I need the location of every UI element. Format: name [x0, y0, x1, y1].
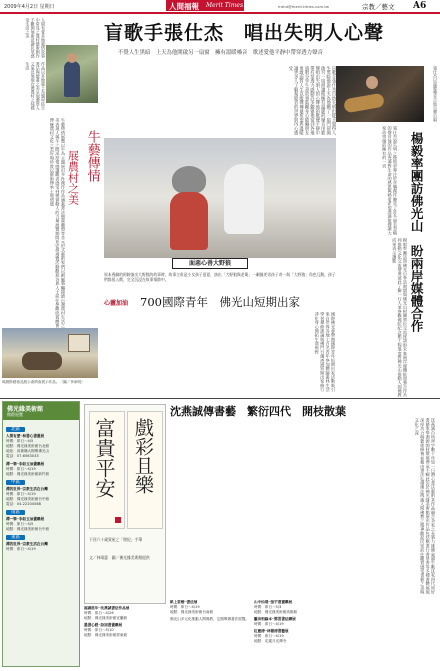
listing-line: 地點：佛光緣美術館台中館 — [6, 527, 50, 531]
region-tag-south: 南區 — [6, 510, 25, 515]
left-intro-text: 人間有愛本地風情故事中常見之農村藝術創作不斷開展新意讓民眾感受生活之美 — [25, 18, 46, 58]
boy-figure — [170, 192, 208, 250]
right-headline: 楊毅率團訪佛光山 盼兩岸媒體合作 — [409, 132, 425, 332]
center-caption-text: 原本喪劇的阿婉演出大野狼的故事時，故事主角是小女孩子夏夏，演出「大野狼與老婆」一劇描述男孩子奇一與「大野狼」角色互動，孩子們都很入戲，完全沉浸在故事情節中。 — [104, 272, 336, 282]
frame-art — [68, 334, 90, 352]
left-headline-b: 展農村之美 — [66, 150, 80, 205]
right-photo-caption: 張仕杰以溫暖嗓音吉他自彈自唱 — [433, 66, 438, 122]
listing-line: 禪的世界─宗教生活在台灣 — [6, 487, 48, 491]
mid-listing — [84, 606, 166, 668]
calligraphy-caption: 下回六十歲賀屋之「閒紀」手筆 — [89, 537, 143, 542]
main-story-text-1: 盲歌手張仕杰自幼失明但從不覺得人生黑暗他說上天為他關了一扇門卻開啟另一扇窗讓他擁有溫暖的嗓音用歌聲唱出失明人的心聲他的歌聲平靜中帶有穿透力感動許多聽眾他常到各地演唱分享生命故事鼓勵身心障礙朋友勇敢面對人生以歌聲傳遞希望與溫暖讓更多人了解視障者的世界與內心感受 — [287, 66, 336, 135]
listing-line: 時間：即日～4/26 — [84, 611, 114, 615]
cow-sculpture — [22, 352, 62, 370]
brand-cn: 人間福報 — [169, 2, 199, 11]
left-col-text-1: 作品以本地風土為題材結合書法與繪畫之美呈現濃厚人文氣息展現台灣農村之純樸生活 — [25, 62, 46, 110]
youth-kicker: 心靈加油 — [104, 300, 129, 307]
mid-listing-2 — [170, 600, 250, 668]
section-name: 宗教／藝文 — [362, 3, 395, 11]
main-headline: 盲歌手張仕杰 唱出失明人心聲 — [104, 22, 385, 44]
listing-line: 地點：佛光緣美術館宜蘭館 — [84, 616, 128, 620]
listing-line: 山中仙境─張宇書畫聯展 — [254, 600, 293, 604]
right-story-text: 楊毅率團訪問佛光山參訪期間與佛光山相關單位交流座談盼未來兩岸媒體能加強合作共同推動文化交流增進彼此了解一行人並參觀佛陀紀念館工程進度對佛光山推動人間佛教成果表示讚歎 — [392, 238, 408, 398]
person-head — [67, 53, 77, 63]
guitar — [343, 93, 385, 114]
listing-line: 地點：佛光緣美術館新竹館 — [6, 472, 50, 476]
listing-line: 紙上雲煙─書法展 — [170, 600, 198, 604]
right-listing — [254, 600, 436, 668]
singer-photo — [336, 66, 424, 122]
youth-text: 國際佛光會舉辦國際青年短期出家活動吸引來自世界各地七百名青年參加體驗叢林生活學習禪修課誦與佛門行儀透過短期出家修行淨化身心開拓生命視野 — [314, 312, 336, 392]
listing-line: 電話：07-6563033 — [6, 454, 39, 458]
listing-line: 觀音相緣本─鄧雲書法聯展 — [254, 617, 296, 621]
calligraphy-chars-2: 戲彩且樂 — [132, 418, 154, 494]
girl-figure — [224, 164, 264, 234]
events-banner — [3, 402, 79, 420]
brand-block — [166, 0, 244, 11]
listing-line: 佛光山多元化推動人間佛教，定期舉辦書法展覽。 — [170, 617, 250, 621]
left-top-photo — [46, 45, 98, 103]
left-story-text: 牛藝傳情展覽以牛為主題展出多件創作作品涵蓋書法繪畫雕塑等多元形式藝術家們以細膩筆觸描繪台灣農村生活之美表現人與牛之間深厚情感讓觀者感受到樸實動人的力量展覽期間並安排導覽活動歡迎各界人士前往參觀欣賞體會傳統農村文化之美好與珍貴以藝術傳承土地情感 — [49, 118, 66, 328]
listing-line: 電話：04-22204588 — [6, 502, 41, 506]
left-bottom-caption: 瑪納斯藝術品展示會將會展示作品。（圖／李承明） — [2, 380, 85, 384]
listing-line: 地點：佛光緣美術館台中館 — [6, 497, 50, 501]
listing-line: 福壽延年─沈燕誠書法作品展 — [84, 606, 130, 610]
listing-line: 時間：即日～4/19 — [6, 547, 36, 551]
main-subhead: 不覺人生黑暗 上天為他開啟另一扇窗 擁有溫暖嗓音 歌述愛他平靜中帶穿透力聲音 — [118, 50, 323, 56]
calligraphy-work-1 — [89, 411, 125, 529]
listing-line: 禪一筆─李如玉油畫聯展 — [6, 462, 45, 466]
region-tag-north: 北區 — [6, 427, 25, 432]
events-listing — [6, 424, 78, 664]
listing-line: 禪一筆─李如玉油畫聯展 — [6, 517, 45, 521]
region-tag-east: 東區 — [6, 535, 25, 540]
listing-line: 人間有愛─林書心書畫展 — [6, 434, 45, 438]
listing-line: 時間：即日～4/19 — [6, 492, 36, 496]
listing-line: 時間：即日～4/19 — [6, 467, 36, 471]
listing-line: 地址：高雄縣大樹鄉佛光山 — [6, 449, 50, 453]
listing-line: 紅塵清─林德清書藝展 — [254, 629, 289, 633]
masthead-url: mtnd@merit-times.com.tw — [278, 4, 329, 9]
listing-line: 地點：佛光緣美術館台南館 — [170, 610, 214, 614]
listing-line: 時間：即日～4/19 — [170, 605, 200, 609]
listing-line: 地點：佛光緣美術館高雄館 — [254, 610, 298, 614]
listing-line: 地點：花蓮月光禪寺 — [254, 639, 287, 643]
person-figure — [64, 61, 80, 97]
youth-headline: 700國際青年 佛光山短期出家 — [140, 295, 300, 309]
singer-head — [366, 76, 378, 89]
issue-date: 2009年4月2日 星期日 — [4, 4, 55, 10]
art-text: 沈燕誠自幼習字數十年如一日潛心書法藝術其作品融合各家之長筆力雄健氣韻生動沈家四代皆好書藝家學淵源開枝散葉傳承不輟此次於佛光緣美術館展出作品包括楷書行書草書等多種書體展現深厚功力與藝術修養並藉由書法弘揚佛法傳遞人間佛教之精神歡迎民眾前往觀賞感受書藝之美與文化之深 — [414, 418, 436, 594]
listing-line: 墨書心經─詩詞書畫聯展 — [84, 623, 123, 627]
brand-en: Merit Times — [206, 2, 244, 9]
masthead-rule — [0, 12, 440, 14]
region-tag-central: 中區 — [6, 480, 25, 485]
red-seal — [115, 517, 121, 523]
wolf-mask — [172, 166, 206, 194]
calligraphy-credit: 文／林靖惠 圖／佛光緣美術館提供 — [89, 555, 150, 560]
center-caption-box: 面惡心善大野狼 — [172, 258, 248, 269]
listing-line: 時間：即日～4/19 — [254, 634, 284, 638]
center-photo — [104, 138, 336, 258]
calligraphy-panel — [84, 404, 166, 604]
calligraphy-chars-1: 富貴平安 — [92, 418, 116, 498]
listing-line: 時間：即日～5/3 — [254, 605, 282, 609]
listing-line: 時間：即日～4/5 — [6, 522, 34, 526]
listing-line: 地點：佛光緣美術館屏東館 — [84, 633, 128, 637]
events-banner-sub: 館際展覽 — [7, 412, 23, 417]
listing-line: 時間：即日～5/10 — [84, 628, 114, 632]
listing-line: 時間：即日～4/19 — [254, 622, 284, 626]
art-headline: 沈燕誠傳書藝 繁衍四代 開枝散葉 — [170, 405, 346, 418]
calligraphy-work-2 — [127, 411, 163, 529]
left-headline-a: 牛藝傳情 — [84, 130, 100, 182]
right-col-text-1: 張仕杰說失明之後他更專注於音樂創作聽見了許多過去忽略的聲音他的作品充滿對生命的感恩與熱愛希望透過歌聲讓大家珍惜眼前擁有的一切 — [382, 126, 398, 235]
section-divider — [0, 398, 440, 399]
left-bottom-photo — [2, 328, 98, 378]
events-panel — [2, 401, 80, 667]
listing-line: 禪的世界─宗教生活在台灣 — [6, 542, 48, 546]
page-number: A6 — [413, 1, 427, 11]
events-banner-title: 佛光緣美術館 — [7, 406, 44, 413]
listing-line: 時間：即日～4/5 — [6, 439, 34, 443]
listing-line: 地點：佛光緣美術館台北館 — [6, 444, 50, 448]
